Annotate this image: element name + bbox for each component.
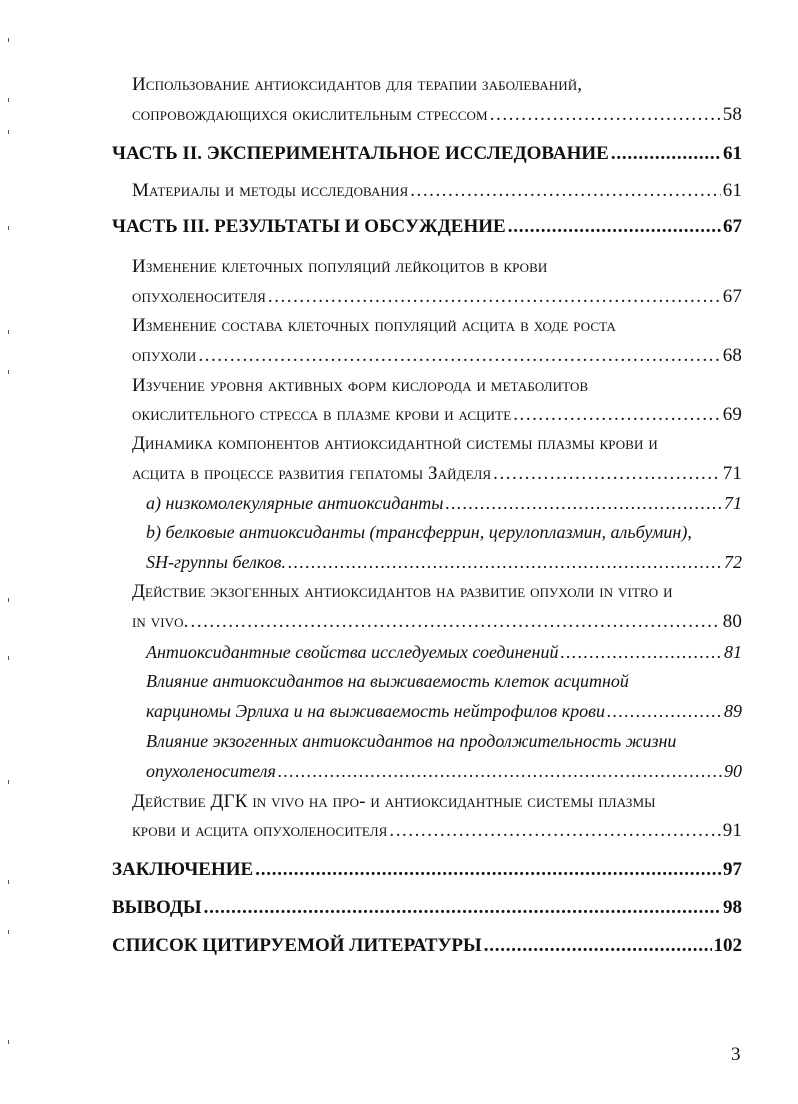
dot-leader — [278, 758, 722, 784]
dot-leader — [484, 933, 712, 959]
toc-entry-ros-level-cont[interactable] — [132, 402, 742, 428]
dot-leader — [191, 609, 721, 635]
toc-page-number: 67 — [722, 286, 742, 307]
dot-leader — [508, 214, 721, 240]
toc-page-number: 72 — [724, 552, 742, 572]
toc-entry-text: а) низкомолекулярные антиоксиданты — [146, 493, 444, 513]
toc-subentry-low-molecular[interactable] — [146, 490, 742, 516]
toc-page-number: 61 — [722, 180, 742, 201]
toc-page-number: 61 — [723, 143, 742, 164]
scan-speck — [8, 880, 9, 884]
toc-entry-antioxidant-therapy-cont[interactable] — [132, 102, 742, 128]
toc-entry-text: Действие ДГК in vivo на про- и антиоксидантные системы плазмы — [132, 791, 656, 812]
toc-entry-leukocytes — [132, 254, 547, 280]
toc-entry-text: ВЫВОДЫ — [112, 897, 202, 918]
toc-entry-text: опухоленосителя — [146, 761, 276, 781]
toc-page-number: 71 — [724, 493, 742, 513]
toc-entry-text: Влияние антиоксидантов на выживаемость клеток асцитной — [146, 671, 629, 691]
scan-speck — [8, 98, 9, 102]
toc-subentry-cell-survival-cont[interactable] — [146, 698, 742, 724]
toc-entry-text: Антиоксидантные свойства исследуемых соединений — [146, 642, 559, 662]
toc-page-number: 69 — [722, 404, 742, 425]
scan-speck — [8, 1040, 9, 1044]
toc-subentry-protein-antioxidants-cont[interactable] — [146, 549, 742, 575]
toc-references[interactable] — [112, 933, 742, 959]
toc-entry-antioxidant-therapy — [132, 72, 582, 98]
toc-subentry-protein-antioxidants — [146, 519, 692, 545]
toc-entry-text: СПИСОК ЦИТИРУЕМОЙ ЛИТЕРАТУРЫ — [112, 935, 482, 956]
toc-entry-text: сопровождающихся окислительным стрессом — [132, 104, 488, 125]
toc-entry-antioxidant-dynamics — [132, 431, 658, 457]
dot-leader — [560, 639, 722, 665]
toc-entry-materials-methods[interactable] — [132, 178, 742, 204]
toc-findings[interactable] — [112, 895, 742, 921]
scan-speck — [8, 930, 9, 934]
dot-leader — [445, 490, 722, 516]
toc-entry-ros-level — [132, 373, 588, 399]
dot-leader — [607, 698, 722, 724]
toc-page-number: 68 — [722, 345, 742, 366]
toc-entry-text: ЗАКЛЮЧЕНИЕ — [112, 859, 254, 880]
scan-speck — [8, 38, 9, 42]
toc-entry-text: асцита в процессе развития гепатомы Зайделя — [132, 463, 492, 484]
toc-page-number: 97 — [723, 859, 742, 880]
toc-entry-text: in vivo. — [132, 611, 189, 632]
scan-speck — [8, 130, 9, 134]
toc-page-number: 58 — [722, 104, 742, 125]
toc-entry-text: Изменение состава клеточных популяций асцита в ходе роста — [132, 315, 617, 336]
toc-entry-exogenous-antioxidants-cont[interactable] — [132, 609, 742, 635]
toc-entry-leukocytes-cont[interactable] — [132, 284, 742, 310]
toc-entry-text: Влияние экзогенных антиоксидантов на продолжительность жизни — [146, 731, 677, 751]
toc-page-number: 91 — [722, 820, 742, 841]
toc-entry-text: b) белковые антиоксиданты (трансферрин, церулоплазмин, альбумин), — [146, 522, 692, 542]
toc-entry-text: Действие экзогенных антиоксидантов на развитие опухоли in vitro и — [132, 581, 673, 602]
toc-entry-text: окислительного стресса в плазме крови и асците — [132, 404, 512, 425]
dot-leader — [268, 284, 721, 310]
dot-leader — [410, 178, 721, 204]
scan-speck — [8, 226, 9, 230]
toc-page-number: 71 — [722, 463, 742, 484]
toc-entry-text: Изучение уровня активных форм кислорода и метаболитов — [132, 375, 589, 396]
toc-page-number: 80 — [722, 611, 742, 632]
scan-speck — [8, 598, 9, 602]
dot-leader — [288, 549, 722, 575]
scan-speck — [8, 780, 9, 784]
toc-page-number: 98 — [723, 897, 742, 918]
toc-entry-text: карциномы Эрлиха и на выживаемость нейтрофилов крови — [146, 701, 605, 721]
toc-entry-dhq-in-vivo — [132, 789, 656, 815]
toc-subentry-lifespan — [146, 728, 676, 754]
toc-entry-exogenous-antioxidants — [132, 579, 673, 605]
toc-entry-text: Материалы и методы исследования — [132, 180, 409, 201]
dot-leader — [198, 343, 720, 369]
toc-entry-ascites-cells-cont[interactable] — [132, 343, 742, 369]
dot-leader — [389, 818, 720, 844]
toc-entry-text: Использование антиоксидантов для терапии заболеваний, — [132, 74, 583, 95]
dot-leader — [611, 141, 721, 167]
dot-leader — [255, 857, 721, 883]
toc-entry-text: опухоленосителя — [132, 286, 266, 307]
scan-speck — [8, 656, 9, 660]
toc-entry-text: ЧАСТЬ III. РЕЗУЛЬТАТЫ И ОБСУЖДЕНИЕ — [112, 216, 506, 237]
toc-entry-text: ЧАСТЬ II. ЭКСПЕРИМЕНТАЛЬНОЕ ИССЛЕДОВАНИЕ — [112, 143, 609, 164]
toc-page-number: 81 — [724, 642, 742, 662]
toc-page-number: 102 — [713, 935, 742, 956]
dot-leader — [490, 102, 721, 128]
toc-entry-text: крови и асцита опухоленосителя — [132, 820, 388, 841]
toc-entry-text: SH-группы белков. — [146, 552, 286, 572]
toc-part-3[interactable] — [112, 214, 742, 240]
toc-page-number: 67 — [723, 216, 742, 237]
toc-conclusion[interactable] — [112, 857, 742, 883]
toc-entry-text: Динамика компонентов антиоксидантной системы плазмы крови и — [132, 433, 658, 454]
toc-entry-dhq-in-vivo-cont[interactable] — [132, 818, 742, 844]
toc-entry-antioxidant-dynamics-cont[interactable] — [132, 461, 742, 487]
toc-entry-text: Изменение клеточных популяций лейкоцитов в крови — [132, 256, 548, 277]
dot-leader — [493, 461, 721, 487]
toc-entry-text: опухоли — [132, 345, 197, 366]
scan-speck — [8, 370, 9, 374]
scan-speck — [8, 330, 9, 334]
dot-leader — [513, 402, 721, 428]
toc-subentry-cell-survival — [146, 668, 629, 694]
toc-page-number: 89 — [724, 701, 742, 721]
toc-entry-ascites-cells — [132, 313, 616, 339]
dot-leader — [204, 895, 721, 921]
toc-subentry-antioxidant-properties[interactable] — [146, 639, 742, 665]
toc-part-2[interactable] — [112, 141, 742, 167]
toc-page-number: 90 — [724, 761, 742, 781]
page-number: 3 — [731, 1044, 741, 1065]
toc-subentry-lifespan-cont[interactable] — [146, 758, 742, 784]
